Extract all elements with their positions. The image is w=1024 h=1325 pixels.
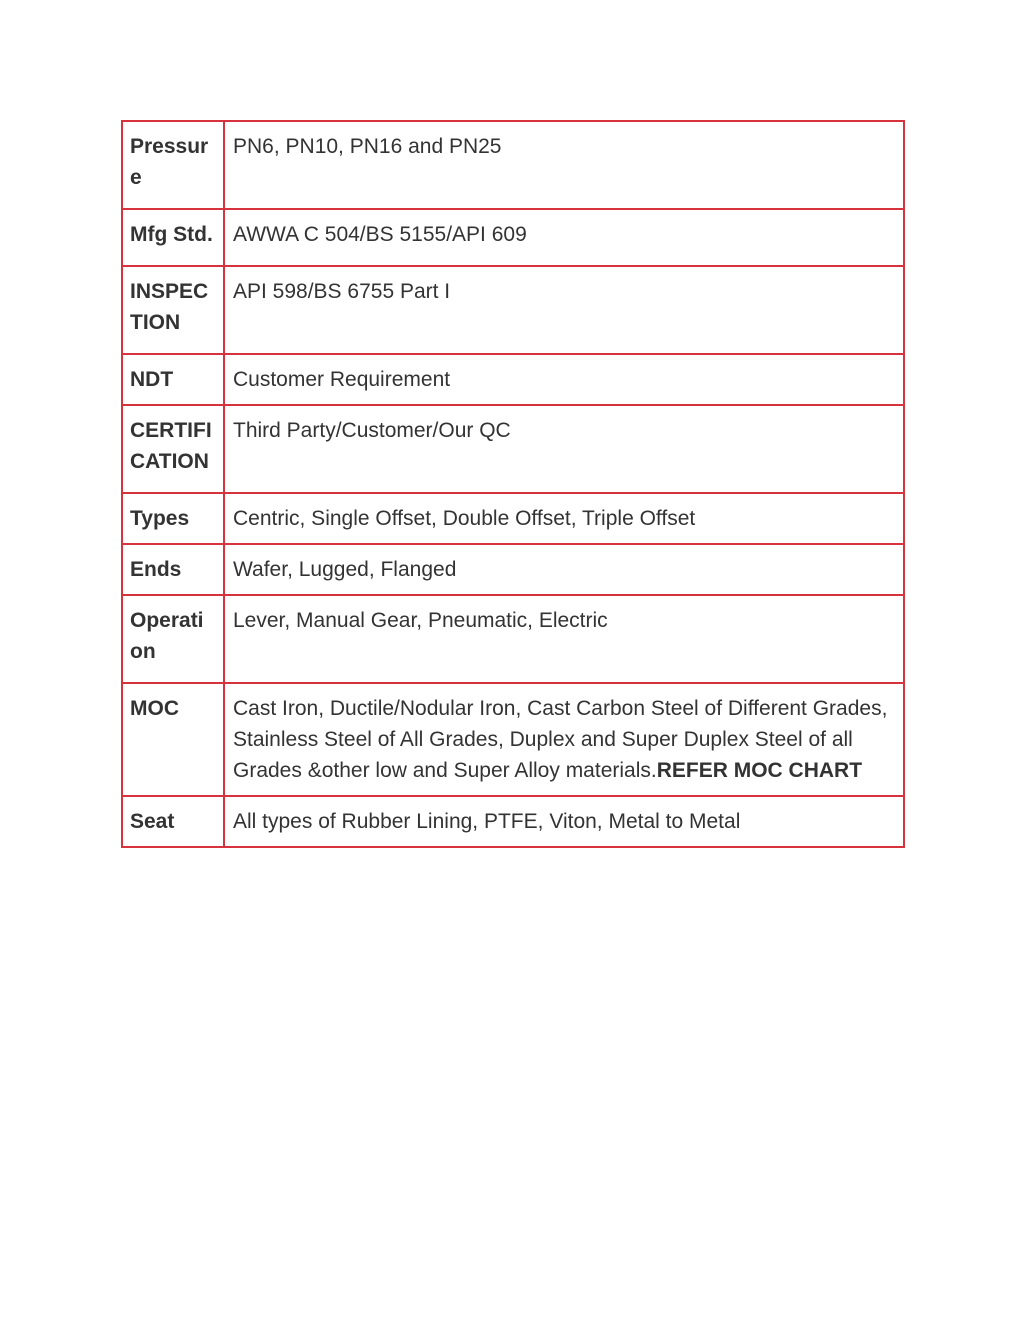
row-label-seat: Seat xyxy=(122,796,224,847)
row-label-operation: Operation xyxy=(122,595,224,683)
refer-moc-chart-text: REFER MOC CHART xyxy=(656,759,863,782)
row-label-certification: CERTIFICATION xyxy=(122,405,224,493)
row-value-inspection: API 598/BS 6755 Part I xyxy=(224,266,904,354)
row-value-types: Centric, Single Offset, Double Offset, Triple Offset xyxy=(224,493,904,544)
table-row xyxy=(122,796,904,847)
row-value-certification: Third Party/Customer/Our QC xyxy=(224,405,904,493)
row-label-inspection: INSPECTION xyxy=(122,266,224,354)
row-label-moc: MOC xyxy=(122,683,224,796)
row-label-ends: Ends xyxy=(122,544,224,595)
row-label-ndt: NDT xyxy=(122,354,224,405)
table-row xyxy=(122,209,904,266)
row-value-seat: All types of Rubber Lining, PTFE, Viton, Metal to Metal xyxy=(224,796,904,847)
table-row xyxy=(122,405,904,493)
row-value-ends: Wafer, Lugged, Flanged xyxy=(224,544,904,595)
row-value-operation: Lever, Manual Gear, Pneumatic, Electric xyxy=(224,595,904,683)
row-value-mfg-std: AWWA C 504/BS 5155/API 609 xyxy=(224,209,904,266)
specification-table xyxy=(121,120,905,848)
row-value-pressure: PN6, PN10, PN16 and PN25 xyxy=(224,121,904,209)
table-row xyxy=(122,354,904,405)
table-row xyxy=(122,266,904,354)
table-row xyxy=(122,493,904,544)
moc-materials-text: Cast Iron, Ductile/Nodular Iron, Cast Carbon Steel of Different Grades, Stainless Steel of All Grades, Duplex and Super Duplex Steel of all Grades &other low and Super Alloy materials. xyxy=(233,697,888,782)
table-row xyxy=(122,544,904,595)
table-row xyxy=(122,121,904,209)
row-value-moc xyxy=(224,683,904,796)
row-label-types: Types xyxy=(122,493,224,544)
row-label-pressure: Pressure xyxy=(122,121,224,209)
table-row xyxy=(122,595,904,683)
row-label-mfg-std: Mfg Std. xyxy=(122,209,224,266)
row-value-ndt: Customer Requirement xyxy=(224,354,904,405)
table-row xyxy=(122,683,904,796)
